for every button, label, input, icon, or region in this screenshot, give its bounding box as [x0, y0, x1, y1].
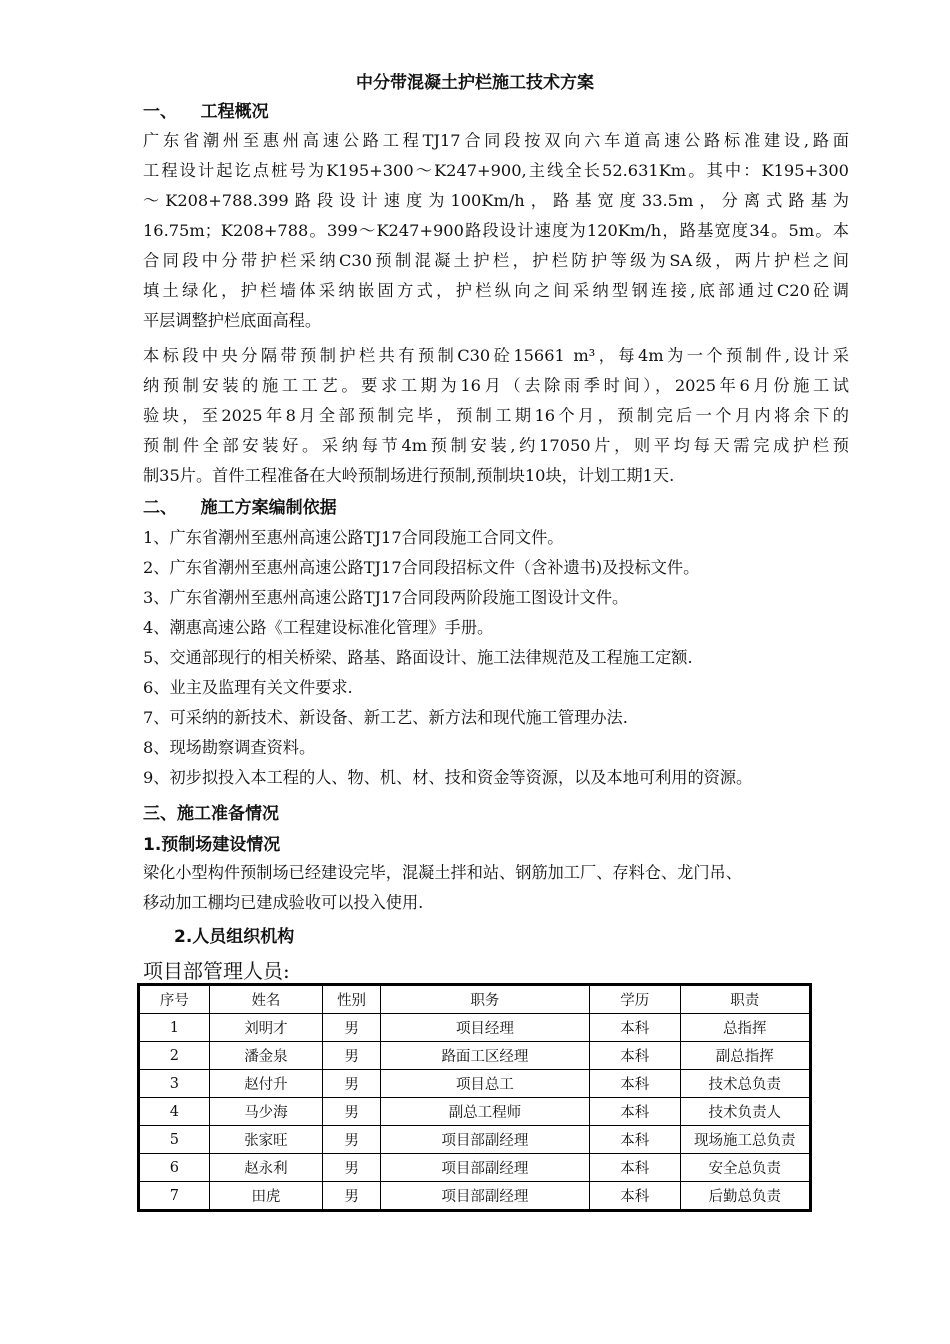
list-item: 5、交通部现行的相关桥梁、路基、路面设计、施工法律规范及工程施工定额. [143, 648, 693, 667]
text-line: 制35片。首件工程准备在大岭预制场进行预制,预制块10块，计划工期1天. [143, 466, 675, 485]
table-cell: 路面工区经理 [380, 1042, 589, 1070]
table-row [139, 1014, 811, 1042]
document-title: 中分带混凝土护栏施工技术方案 [356, 73, 594, 93]
section-heading-preparation: 三、施工准备情况 [143, 804, 279, 824]
list-item: 2、广东省潮州至惠州高速公路TJ17合同段招标文件（含补遗书)及投标文件。 [143, 558, 700, 577]
table-cell: 技术总负责 [680, 1070, 810, 1098]
personnel-table [137, 983, 812, 1212]
table-cell: 男 [323, 1014, 381, 1042]
text-line: 合同段中分带护栏采纳C30预制混凝土护栏，护栏防护等级为SA级，两片护栏之间 [143, 251, 849, 270]
table-cell: 本科 [589, 1154, 680, 1182]
table-cell: 2 [139, 1042, 210, 1070]
text-line: 平层调整护栏底面高程。 [143, 311, 322, 330]
table-cell: 马少海 [209, 1098, 322, 1126]
precast-yard-paragraph [143, 858, 863, 918]
overview-paragraph-2 [143, 341, 849, 491]
list-item: 1、广东省潮州至惠州高速公路TJ17合同段施工合同文件。 [143, 528, 564, 547]
table-cell: 技术负责人 [680, 1098, 810, 1126]
text-line: 验块，至2025年8月全部预制完毕，预制工期16个月，预制完后一个月内将余下的 [143, 406, 849, 425]
table-row [139, 1182, 811, 1211]
table-cell: 田虎 [209, 1182, 322, 1211]
text-line: 梁化小型构件预制场已经建设完毕，混凝土拌和站、钢筋加工厂、存料仓、龙门吊、 [143, 863, 742, 882]
table-cell: 张家旺 [209, 1126, 322, 1154]
table-cell: 现场施工总负责 [680, 1126, 810, 1154]
list-item: 4、潮惠高速公路《工程建设标准化管理》手册。 [143, 618, 494, 637]
subheading-precast-yard: 1.预制场建设情况 [143, 835, 281, 855]
text-line: 预制件全部安装好。采纳每节4m预制安装,约17050片，则平均每天需完成护栏预 [143, 436, 849, 455]
subheading-personnel: 2.人员组织机构 [174, 927, 295, 947]
column-header: 性别 [323, 985, 381, 1014]
text-line: 16.75m；K208+788。399～K247+900路段设计速度为120Km/h，路基宽度34。5m。本 [143, 221, 849, 240]
text-line: 工程设计起讫点桩号为K195+300～K247+900,主线全长52.631Km。其中：K195+300 [143, 161, 849, 180]
table-cell: 本科 [589, 1042, 680, 1070]
table-cell: 5 [139, 1126, 210, 1154]
table-cell: 项目部副经理 [380, 1182, 589, 1211]
table-cell: 本科 [589, 1126, 680, 1154]
basis-list [143, 523, 863, 793]
section-heading-overview: 一、 工程概况 [143, 102, 269, 122]
table-cell: 男 [323, 1070, 381, 1098]
table-cell: 本科 [589, 1098, 680, 1126]
table-caption: 项目部管理人员: [143, 959, 290, 983]
column-header: 姓名 [209, 985, 322, 1014]
list-item: 3、广东省潮州至惠州高速公路TJ17合同段两阶段施工图设计文件。 [143, 588, 629, 607]
table-cell: 安全总负责 [680, 1154, 810, 1182]
overview-paragraph-1 [143, 126, 849, 336]
table-row [139, 1042, 811, 1070]
table-cell: 男 [323, 1098, 381, 1126]
table-row [139, 1154, 811, 1182]
table-cell: 项目部副经理 [380, 1154, 589, 1182]
list-item: 8、现场勘察调查资料。 [143, 738, 316, 757]
table-cell: 项目经理 [380, 1014, 589, 1042]
table-cell: 后勤总负责 [680, 1182, 810, 1211]
table-cell: 项目总工 [380, 1070, 589, 1098]
table-cell: 项目部副经理 [380, 1126, 589, 1154]
table-cell: 潘金泉 [209, 1042, 322, 1070]
text-line: 本标段中央分隔带预制护栏共有预制C30砼15661 m³，每4m为一个预制件,设计采 [143, 346, 849, 365]
table-cell: 3 [139, 1070, 210, 1098]
table-cell: 赵永利 [209, 1154, 322, 1182]
table-cell: 1 [139, 1014, 210, 1042]
column-header: 职务 [380, 985, 589, 1014]
table-cell: 总指挥 [680, 1014, 810, 1042]
list-item: 7、可采纳的新技术、新设备、新工艺、新方法和现代施工管理办法. [143, 708, 628, 727]
section-heading-basis: 二、 施工方案编制依据 [143, 498, 337, 518]
list-item: 6、业主及监理有关文件要求. [143, 678, 353, 697]
table-cell: 本科 [589, 1070, 680, 1098]
table-row [139, 1098, 811, 1126]
text-line: 移动加工棚均已建成验收可以投入使用. [143, 893, 424, 912]
list-item: 9、初步拟投入本工程的人、物、机、材、技和资金等资源，以及本地可利用的资源。 [143, 768, 753, 787]
text-line: 广东省潮州至惠州高速公路工程TJ17合同段按双向六车道高速公路标准建设,路面 [143, 131, 849, 150]
table-cell: 男 [323, 1182, 381, 1211]
table-cell: 刘明才 [209, 1014, 322, 1042]
table-cell: 赵付升 [209, 1070, 322, 1098]
table-cell: 男 [323, 1154, 381, 1182]
text-line: 填土绿化，护栏墙体采纳嵌固方式，护栏纵向之间采纳型钢连接,底部通过C20砼调 [143, 281, 849, 300]
table-cell: 副总指挥 [680, 1042, 810, 1070]
table-cell: 本科 [589, 1182, 680, 1211]
table-row [139, 1126, 811, 1154]
table-cell: 男 [323, 1126, 381, 1154]
table-cell: 4 [139, 1098, 210, 1126]
text-line: ～K208+788.399路段设计速度为100Km/h，路基宽度33.5m，分离式路基为 [143, 191, 849, 210]
column-header: 学历 [589, 985, 680, 1014]
text-line: 纳预制安装的施工工艺。要求工期为16月（去除雨季时间），2025年6月份施工试 [143, 376, 849, 395]
table-row [139, 1070, 811, 1098]
table-cell: 7 [139, 1182, 210, 1211]
column-header: 序号 [139, 985, 210, 1014]
table-cell: 6 [139, 1154, 210, 1182]
table-cell: 副总工程师 [380, 1098, 589, 1126]
table-cell: 本科 [589, 1014, 680, 1042]
column-header: 职责 [680, 985, 810, 1014]
table-header-row [139, 985, 811, 1014]
table-cell: 男 [323, 1042, 381, 1070]
